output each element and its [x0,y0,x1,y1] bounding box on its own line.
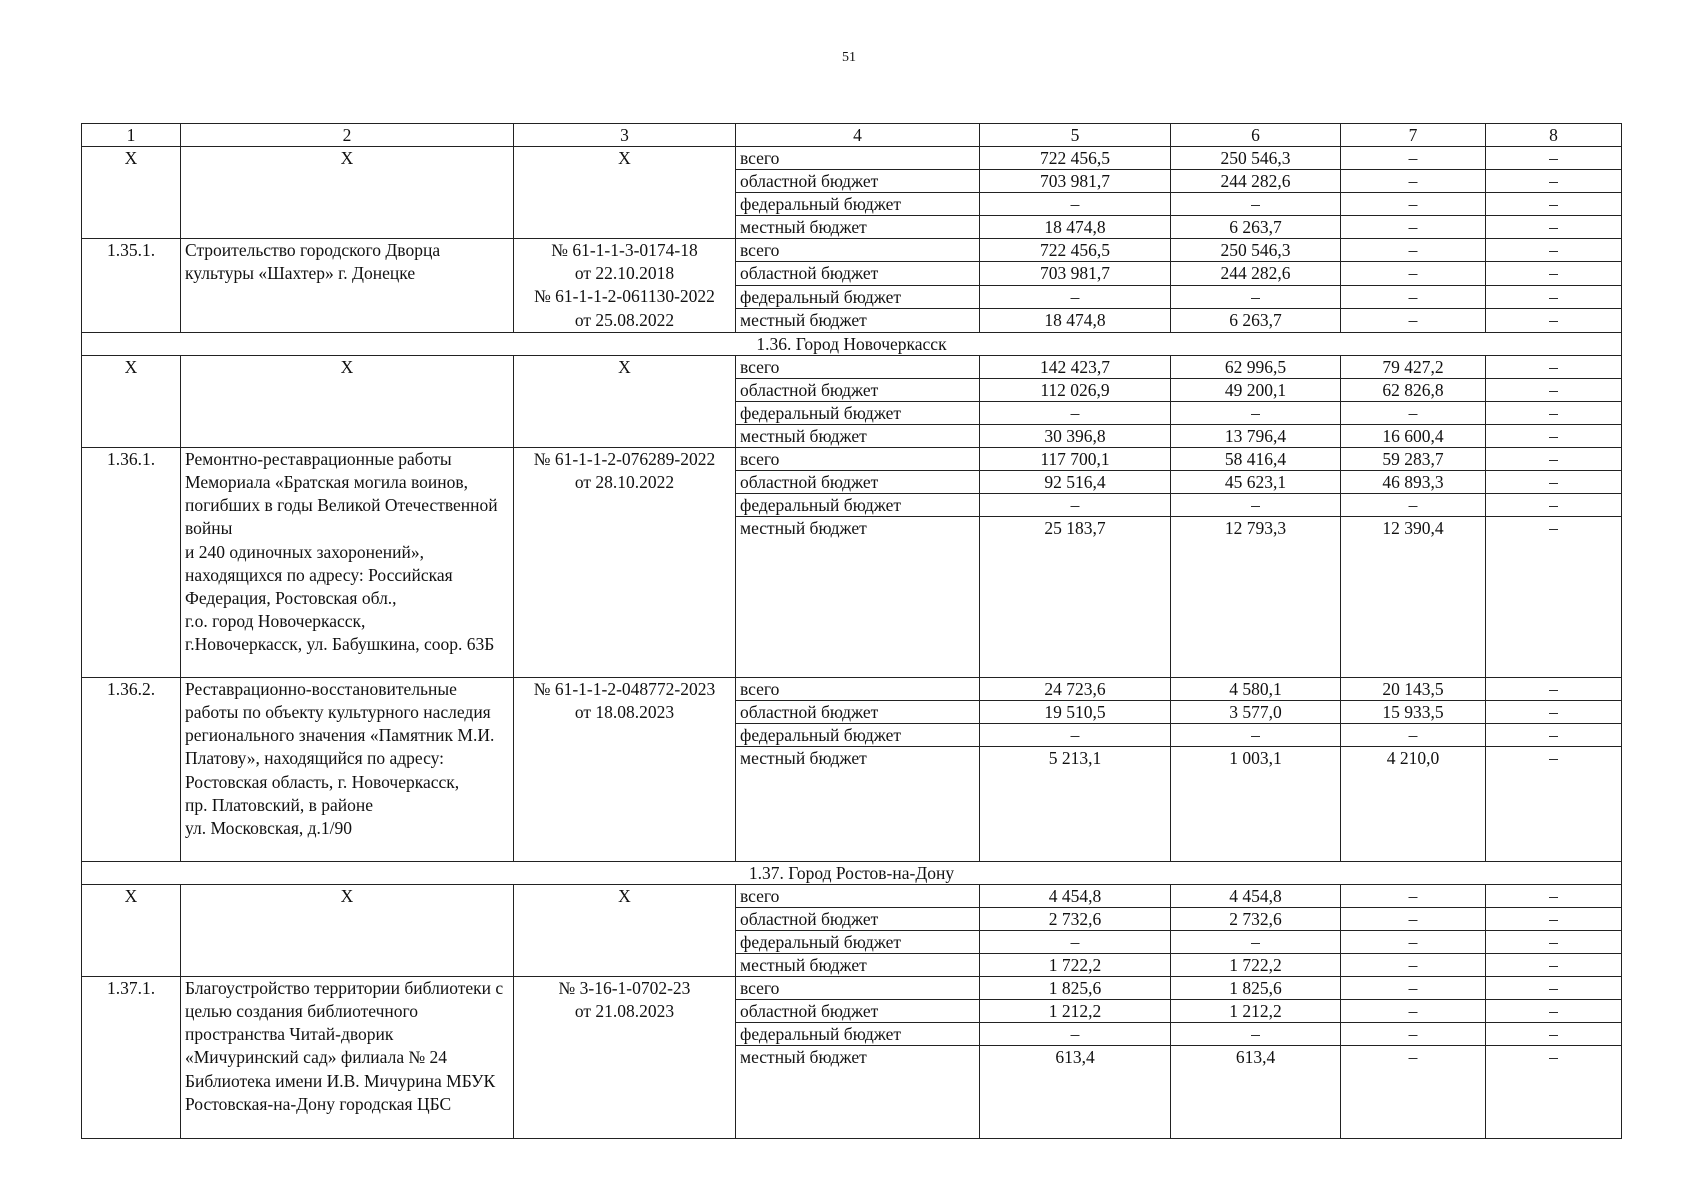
budget-label: областной бюджет [736,378,980,401]
amount-col8: – [1486,516,1622,677]
amount-col7: – [1341,262,1486,285]
amount-col7: – [1341,285,1486,308]
budget-label: местный бюджет [736,516,980,677]
amount-col7: – [1341,193,1486,216]
amount-col5: – [980,493,1171,516]
header-cell: 3 [514,124,736,147]
amount-col8: – [1486,147,1622,170]
amount-col8: – [1486,493,1622,516]
amount-col5: – [980,285,1171,308]
amount-col5: 18 474,8 [980,309,1171,332]
document-reference: Х [514,884,736,976]
amount-col8: – [1486,193,1622,216]
amount-col7: – [1341,999,1486,1022]
amount-col5: 25 183,7 [980,516,1171,677]
budget-label: местный бюджет [736,309,980,332]
amount-col6: 1 722,2 [1171,953,1341,976]
object-name: Ремонтно-реставрационные работы Мемориала «Братская могила воинов, погибших в годы Великой Отечественной войны и 240 одиночных захоронений», находящихся по адресу: Российская Федерация, Ростовская обл., г.о. город Новочеркасск, г.Новочеркасск, ул. Бабушкина, соор. 63Б [181,447,514,677]
amount-col7: 16 600,4 [1341,424,1486,447]
budget-label: областной бюджет [736,999,980,1022]
amount-col6: – [1171,723,1341,746]
object-name: Х [181,884,514,976]
amount-col5: 5 213,1 [980,746,1171,861]
budget-label: всего [736,355,980,378]
section-row [82,861,1622,884]
amount-col5: 1 825,6 [980,976,1171,999]
row-number: Х [82,355,181,447]
amount-col5: – [980,193,1171,216]
table-row [82,884,1622,907]
amount-col8: – [1486,216,1622,239]
amount-col6: 250 546,3 [1171,239,1341,262]
budget-label: местный бюджет [736,953,980,976]
amount-col6: 1 825,6 [1171,976,1341,999]
amount-col8: – [1486,1045,1622,1138]
amount-col8: – [1486,470,1622,493]
budget-label: местный бюджет [736,424,980,447]
amount-col6: 250 546,3 [1171,147,1341,170]
amount-col5: – [980,723,1171,746]
amount-col7: 46 893,3 [1341,470,1486,493]
budget-label: федеральный бюджет [736,285,980,308]
amount-col6: 2 732,6 [1171,907,1341,930]
amount-col7: 15 933,5 [1341,700,1486,723]
amount-col6: – [1171,193,1341,216]
row-number: 1.35.1. [82,239,181,333]
table-body [82,124,1622,1139]
amount-col5: – [980,401,1171,424]
amount-col7: – [1341,309,1486,332]
table-row [82,147,1622,170]
amount-col7: 79 427,2 [1341,355,1486,378]
amount-col7: – [1341,147,1486,170]
amount-col8: – [1486,355,1622,378]
amount-col5: 18 474,8 [980,216,1171,239]
row-number: Х [82,147,181,239]
row-number: 1.36.2. [82,677,181,861]
amount-col8: – [1486,1022,1622,1045]
section-row [82,332,1622,355]
header-cell: 6 [1171,124,1341,147]
budget-label: федеральный бюджет [736,1022,980,1045]
amount-col6: 244 282,6 [1171,262,1341,285]
amount-col6: 62 996,5 [1171,355,1341,378]
amount-col8: – [1486,262,1622,285]
amount-col6: 4 454,8 [1171,884,1341,907]
amount-col7: – [1341,170,1486,193]
table-row [82,677,1622,700]
amount-col8: – [1486,953,1622,976]
budget-label: федеральный бюджет [736,193,980,216]
amount-col7: – [1341,216,1486,239]
object-name: Строительство городского Дворца культуры «Шахтер» г. Донецке [181,239,514,333]
budget-label: всего [736,147,980,170]
document-reference: № 61-1-1-2-076289-2022 от 28.10.2022 [514,447,736,677]
header-cell: 2 [181,124,514,147]
amount-col6: 4 580,1 [1171,677,1341,700]
amount-col8: – [1486,723,1622,746]
amount-col8: – [1486,746,1622,861]
table-row [82,355,1622,378]
amount-col8: – [1486,378,1622,401]
amount-col8: – [1486,170,1622,193]
amount-col6: 613,4 [1171,1045,1341,1138]
amount-col5: 19 510,5 [980,700,1171,723]
object-name: Х [181,147,514,239]
budget-label: всего [736,239,980,262]
amount-col6: – [1171,930,1341,953]
amount-col7: – [1341,953,1486,976]
amount-col5: 30 396,8 [980,424,1171,447]
amount-col6: 6 263,7 [1171,309,1341,332]
amount-col5: 112 026,9 [980,378,1171,401]
budget-label: всего [736,677,980,700]
amount-col7: – [1341,976,1486,999]
amount-col7: 12 390,4 [1341,516,1486,677]
header-row [82,124,1622,147]
header-cell: 5 [980,124,1171,147]
amount-col8: – [1486,677,1622,700]
amount-col8: – [1486,700,1622,723]
amount-col5: – [980,930,1171,953]
object-name: Реставрационно-восстановительные работы по объекту культурного наследия регионального значения «Памятник М.И. Платову», находящийся по адресу: Ростовская область, г. Новочеркасск, пр. Платовский, в районе ул. Московская, д.1/90 [181,677,514,861]
table-row [82,239,1622,262]
document-reference: Х [514,147,736,239]
amount-col5: 142 423,7 [980,355,1171,378]
budget-label: местный бюджет [736,216,980,239]
budget-label: федеральный бюджет [736,723,980,746]
budget-table [81,123,1622,1139]
amount-col8: – [1486,424,1622,447]
amount-col5: 613,4 [980,1045,1171,1138]
amount-col5: 117 700,1 [980,447,1171,470]
document-reference: № 61-1-1-3-0174-18 от 22.10.2018 № 61-1-1-2-061130-2022 от 25.08.2022 [514,239,736,333]
amount-col7: 62 826,8 [1341,378,1486,401]
amount-col7: 59 283,7 [1341,447,1486,470]
amount-col8: – [1486,401,1622,424]
amount-col6: 58 416,4 [1171,447,1341,470]
row-number: 1.37.1. [82,976,181,1138]
header-cell: 1 [82,124,181,147]
budget-label: местный бюджет [736,746,980,861]
row-number: 1.36.1. [82,447,181,677]
amount-col6: 12 793,3 [1171,516,1341,677]
amount-col6: 1 003,1 [1171,746,1341,861]
amount-col8: – [1486,907,1622,930]
section-title: 1.37. Город Ростов-на-Дону [82,861,1622,884]
document-reference: Х [514,355,736,447]
budget-label: всего [736,447,980,470]
amount-col7: – [1341,723,1486,746]
budget-label: федеральный бюджет [736,401,980,424]
amount-col5: 703 981,7 [980,262,1171,285]
document-reference: № 61-1-1-2-048772-2023 от 18.08.2023 [514,677,736,861]
header-cell: 4 [736,124,980,147]
amount-col7: – [1341,884,1486,907]
amount-col5: 703 981,7 [980,170,1171,193]
amount-col7: 4 210,0 [1341,746,1486,861]
amount-col6: – [1171,401,1341,424]
budget-label: всего [736,976,980,999]
amount-col5: 1 212,2 [980,999,1171,1022]
amount-col6: 13 796,4 [1171,424,1341,447]
amount-col7: – [1341,907,1486,930]
amount-col6: – [1171,285,1341,308]
amount-col7: – [1341,239,1486,262]
budget-label: областной бюджет [736,262,980,285]
amount-col6: 6 263,7 [1171,216,1341,239]
page-number: 51 [842,50,856,65]
amount-col8: – [1486,285,1622,308]
amount-col5: 1 722,2 [980,953,1171,976]
amount-col6: 49 200,1 [1171,378,1341,401]
budget-label: областной бюджет [736,700,980,723]
object-name: Благоустройство территории библиотеки с целью создания библиотечного пространства Читай-дворик «Мичуринский сад» филиала № 24 Библиотека имени И.В. Мичурина МБУК Ростовская-на-Дону городская ЦБС [181,976,514,1138]
amount-col5: – [980,1022,1171,1045]
table-row [82,976,1622,999]
amount-col8: – [1486,999,1622,1022]
amount-col8: – [1486,884,1622,907]
amount-col6: 3 577,0 [1171,700,1341,723]
amount-col7: – [1341,493,1486,516]
amount-col8: – [1486,976,1622,999]
amount-col7: – [1341,401,1486,424]
amount-col7: – [1341,930,1486,953]
amount-col8: – [1486,930,1622,953]
amount-col7: – [1341,1045,1486,1138]
amount-col8: – [1486,447,1622,470]
amount-col5: 722 456,5 [980,239,1171,262]
budget-label: областной бюджет [736,470,980,493]
amount-col8: – [1486,309,1622,332]
amount-col6: – [1171,1022,1341,1045]
document-reference: № 3-16-1-0702-23 от 21.08.2023 [514,976,736,1138]
section-title: 1.36. Город Новочеркасск [82,332,1622,355]
budget-label: областной бюджет [736,907,980,930]
amount-col5: 2 732,6 [980,907,1171,930]
row-number: Х [82,884,181,976]
amount-col5: 24 723,6 [980,677,1171,700]
amount-col8: – [1486,239,1622,262]
amount-col5: 722 456,5 [980,147,1171,170]
table-row [82,447,1622,470]
amount-col6: 45 623,1 [1171,470,1341,493]
amount-col5: 92 516,4 [980,470,1171,493]
budget-label: федеральный бюджет [736,930,980,953]
amount-col7: – [1341,1022,1486,1045]
object-name: Х [181,355,514,447]
amount-col6: – [1171,493,1341,516]
amount-col7: 20 143,5 [1341,677,1486,700]
amount-col6: 1 212,2 [1171,999,1341,1022]
header-cell: 8 [1486,124,1622,147]
header-cell: 7 [1341,124,1486,147]
amount-col6: 244 282,6 [1171,170,1341,193]
budget-label: всего [736,884,980,907]
budget-label: федеральный бюджет [736,493,980,516]
budget-label: областной бюджет [736,170,980,193]
amount-col5: 4 454,8 [980,884,1171,907]
budget-label: местный бюджет [736,1045,980,1138]
